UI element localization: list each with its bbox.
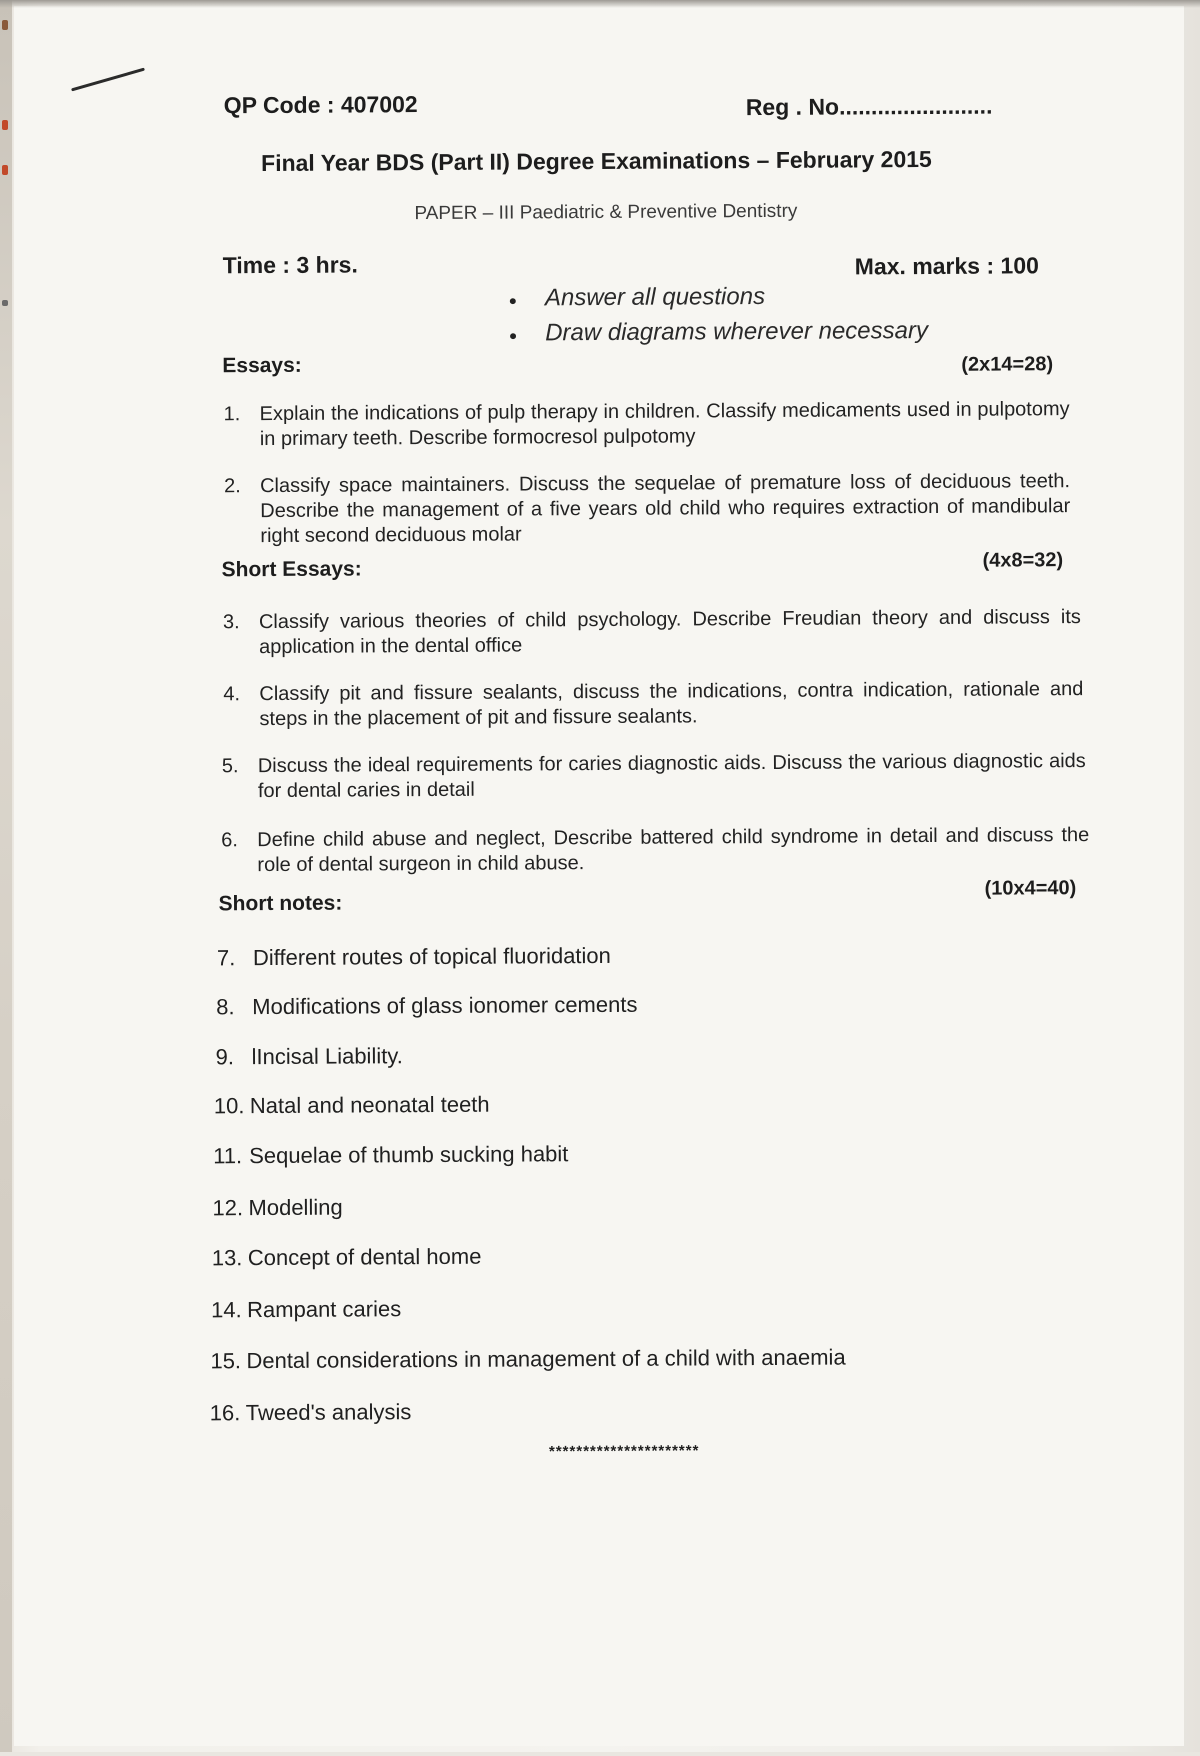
- question-number: 1.: [223, 403, 241, 426]
- short-note-item: [210, 1399, 412, 1426]
- question-number: 8.: [216, 994, 235, 1020]
- question-text: Classify various theories of child psychology. Describe Freudian theory and discuss its application in the dental office: [258, 606, 1081, 659]
- question-item: [221, 823, 1090, 877]
- question-item: [223, 397, 1070, 451]
- question-text: Classify pit and fissure sealants, discuss the indications, contra indication, rationale and steps in the placement of pit and fissure sealants.: [259, 678, 1084, 731]
- question-number: 15.: [210, 1348, 242, 1374]
- question-number: 6.: [221, 829, 238, 852]
- question-item: [221, 749, 1086, 803]
- short-note-item: [217, 943, 611, 971]
- question-text: Modelling: [248, 1194, 343, 1221]
- max-marks: Max. marks : 100: [854, 252, 1039, 280]
- question-number: 12.: [212, 1195, 244, 1221]
- short-note-item: [216, 992, 637, 1021]
- question-number: 9.: [215, 1044, 234, 1070]
- question-item: [224, 469, 1071, 548]
- question-text: lIncisal Liability.: [251, 1043, 403, 1070]
- question-text: Sequelae of thumb sucking habit: [249, 1141, 569, 1169]
- question-number: 16.: [209, 1400, 241, 1426]
- short-note-item: [211, 1296, 401, 1323]
- short-note-item: [215, 1043, 402, 1070]
- question-text: Explain the indications of pulp therapy in children. Classify medicaments used in pulpotomy in primary teeth. Describe formocresol pulpotomy: [259, 398, 1070, 451]
- footer-stars: **********************: [548, 1442, 700, 1461]
- section-marks-essays: (2x14=28): [961, 353, 1054, 376]
- question-text: Classify space maintainers. Discuss the sequelae of premature loss of deciduous teeth. Describe the management of a five years old child who requires extraction of mandibular right second deciduous molar: [260, 470, 1071, 548]
- short-note-item: [212, 1244, 482, 1272]
- short-note-item: [214, 1092, 490, 1120]
- reg-no: Reg . No........................: [745, 92, 993, 121]
- time-label: Time : 3 hrs.: [222, 251, 358, 279]
- question-text: Natal and neonatal teeth: [249, 1091, 490, 1119]
- question-item: [223, 677, 1084, 731]
- question-number: 4.: [223, 683, 241, 706]
- question-item: [222, 605, 1081, 659]
- question-number: 3.: [222, 611, 240, 634]
- section-marks-short-notes: (10x4=40): [984, 877, 1077, 900]
- question-number: 5.: [221, 755, 239, 778]
- instruction-item: Draw diagrams wherever necessary: [545, 316, 929, 347]
- question-number: 13.: [211, 1245, 243, 1271]
- question-number: 2.: [224, 475, 241, 498]
- section-title-short-notes: Short notes:: [218, 891, 343, 916]
- instruction-item: Answer all questions: [544, 282, 766, 312]
- short-note-item: [213, 1141, 568, 1169]
- question-number: 14.: [211, 1297, 242, 1323]
- section-title-essays: Essays:: [222, 353, 302, 378]
- exam-title: Final Year BDS (Part II) Degree Examinations – February 2015: [261, 145, 932, 177]
- question-number: 10.: [213, 1093, 245, 1119]
- bullet-icon: •: [508, 288, 517, 314]
- short-note-item: [210, 1345, 845, 1375]
- question-text: Discuss the ideal requirements for caries diagnostic aids. Discuss the various diagnostic aids for dental caries in detail: [257, 750, 1086, 803]
- bullet-icon: •: [509, 323, 517, 349]
- qp-code: QP Code : 407002: [223, 91, 418, 119]
- section-marks-short-essays: (4x8=32): [982, 549, 1064, 572]
- short-note-item: [212, 1195, 342, 1222]
- question-text: Rampant caries: [247, 1296, 402, 1323]
- question-text: Different routes of topical fluoridation: [252, 942, 611, 971]
- question-number: 7.: [216, 945, 236, 971]
- question-text: Define child abuse and neglect, Describe battered child syndrome in detail and discuss the role of dental surgeon in child abuse.: [257, 824, 1090, 877]
- question-text: Tweed's analysis: [245, 1399, 412, 1426]
- section-title-short-essays: Short Essays:: [221, 557, 362, 582]
- question-text: Concept of dental home: [247, 1243, 482, 1271]
- question-text: Dental considerations in management of a child with anaemia: [246, 1344, 846, 1374]
- question-text: Modifications of glass ionomer cements: [252, 991, 638, 1020]
- paper-title: PAPER – III Paediatric & Preventive Dentistry: [414, 200, 798, 225]
- question-number: 11.: [213, 1143, 243, 1169]
